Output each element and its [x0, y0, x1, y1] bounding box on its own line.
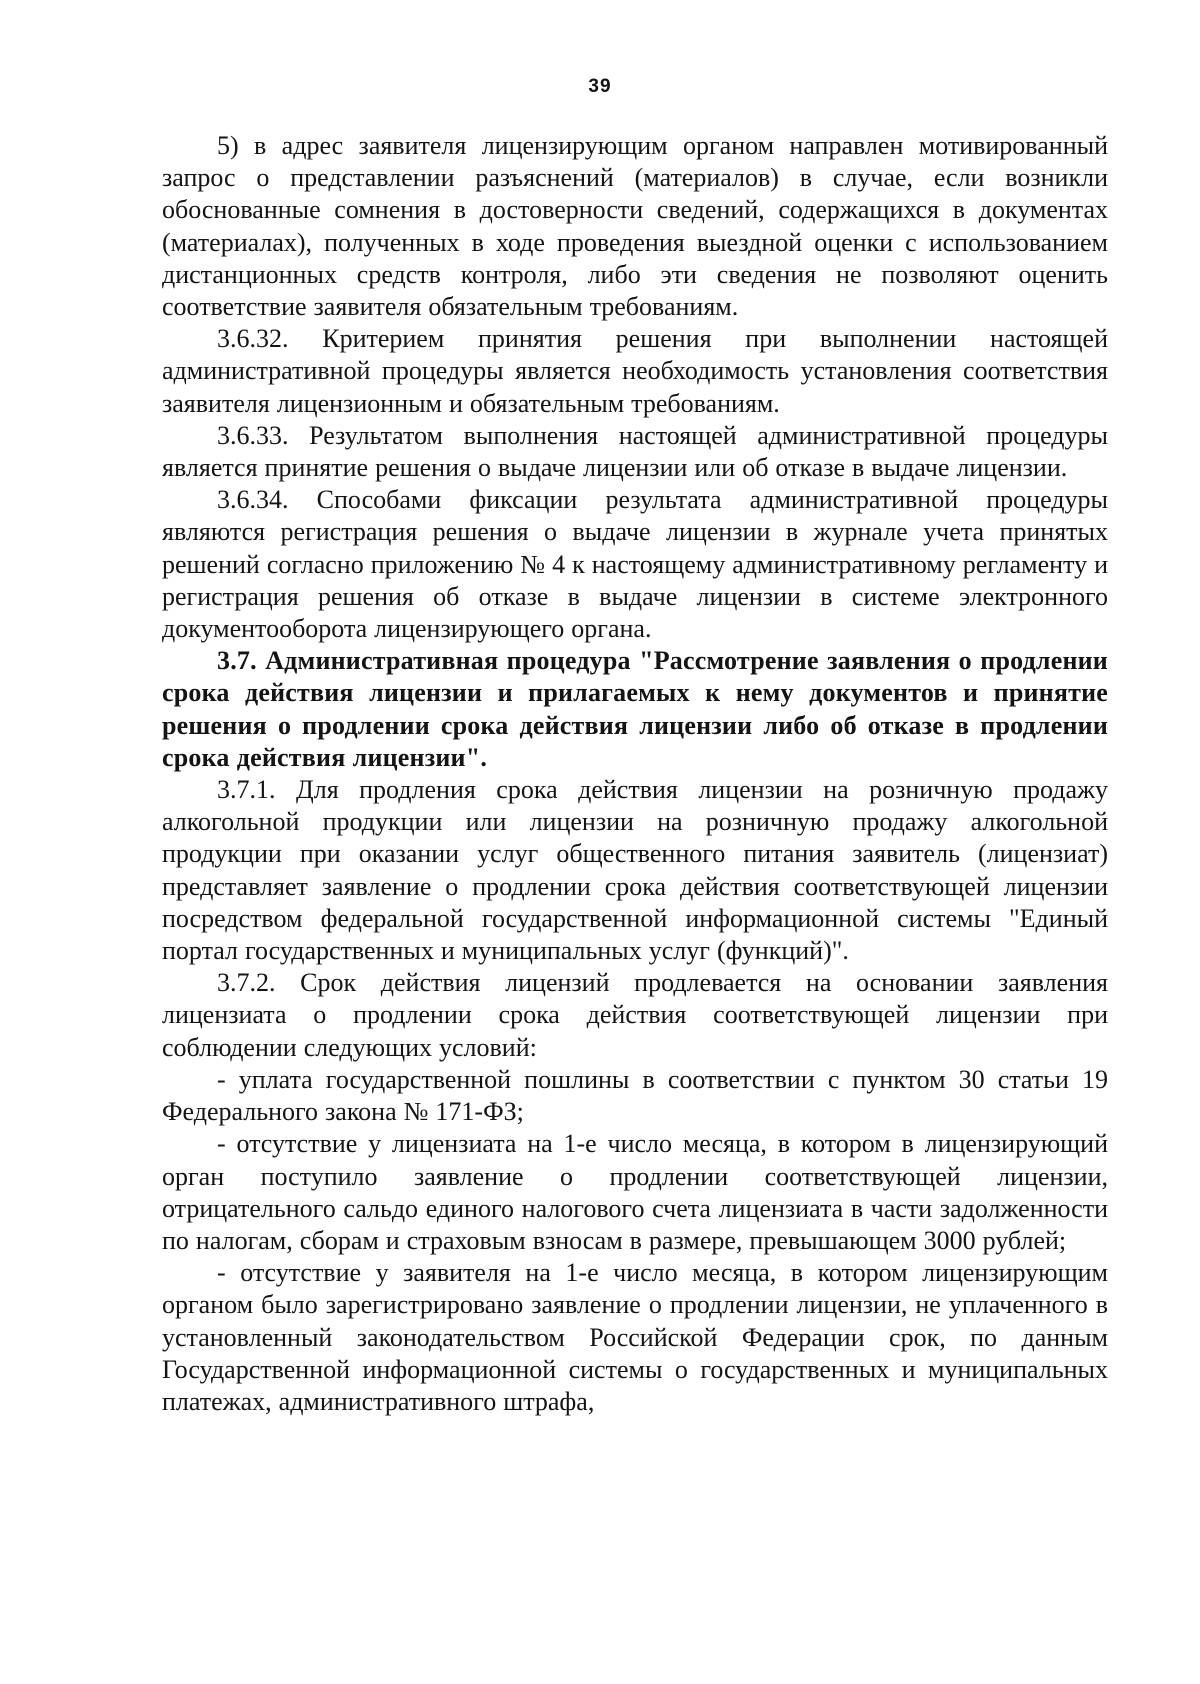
document-body: [162, 130, 1108, 1418]
paragraph-3-6-33: 3.6.33. Результатом выполнения настоящей административной процедуры является принятие решения о выдаче лицензии или об отказе в выдаче лицензии.: [162, 420, 1108, 483]
paragraph-3-7-1: 3.7.1. Для продления срока действия лицензии на розничную продажу алкогольной продукции или лицензии на розничную продажу алкогольной продукции при оказании услуг общественного питания заявитель (лицензиат) представляет заявление о продлении срока действия соответствующей лицензии посредством федеральной государственной информационной системы "Единый портал государственных и муниципальных услуг (функций)".: [162, 775, 1108, 966]
condition-item-tax-debt: - отсутствие у лицензиата на 1-е число месяца, в котором в лицензирующий орган поступило заявление о продлении соответствующей лицензии, отрицательного сальдо единого налогового счета лицензиата в части задолженности по налогам, сборам и страховым взносам в размере, превышающем 3000 рублей;: [162, 1129, 1108, 1255]
paragraph-3-6-34: 3.6.34. Способами фиксации результата административной процедуры являются регистрация решения о выдаче лицензии в журнале учета принятых решений согласно приложению № 4 к настоящему административному регламенту и регистрация решения об отказе в выдаче лицензии в системе электронного документооборота лицензирующего органа.: [162, 485, 1108, 644]
paragraph-3-7-2: 3.7.2. Срок действия лицензий продлевается на основании заявления лицензиата о продлении срока действия соответствующей лицензии при соблюдении следующих условий:: [162, 968, 1108, 1062]
condition-item-fine: - отсутствие у заявителя на 1-е число месяца, в котором лицензирующим органом было зарегистрировано заявление о продлении лицензии, не уплаченного в установленный законодательством Российской Федерации срок, по данным Государственной информационной системы о государственных и муниципальных платежах, административного штрафа,: [162, 1258, 1108, 1416]
section-heading-3-7: 3.7. Административная процедура "Рассмотрение заявления о продлении срока действия лицензии и прилагаемых к нему документов и принятие решения о продлении срока действия лицензии либо об отказе в продлении срока действия лицензии".: [162, 646, 1108, 772]
paragraph-3-6-32: 3.6.32. Критерием принятия решения при выполнении настоящей административной процедуры является необходимость установления соответствия заявителя лицензионным и обязательным требованиям.: [162, 324, 1108, 418]
condition-item-fee: - уплата государственной пошлины в соответствии с пунктом 30 статьи 19 Федерального закона № 171-ФЗ;: [162, 1064, 1108, 1127]
page-number: 39: [588, 76, 612, 97]
paragraph-item-5: 5) в адрес заявителя лицензирующим органом направлен мотивированный запрос о представлении разъяснений (материалов) в случае, если возникли обоснованные сомнения в достоверности сведений, содержащихся в документах (материалах), полученных в ходе проведения выездной оценки с использованием дистанционных средств контроля, либо эти сведения не позволяют оценить соответствие заявителя обязательным требованиям.: [162, 131, 1108, 322]
